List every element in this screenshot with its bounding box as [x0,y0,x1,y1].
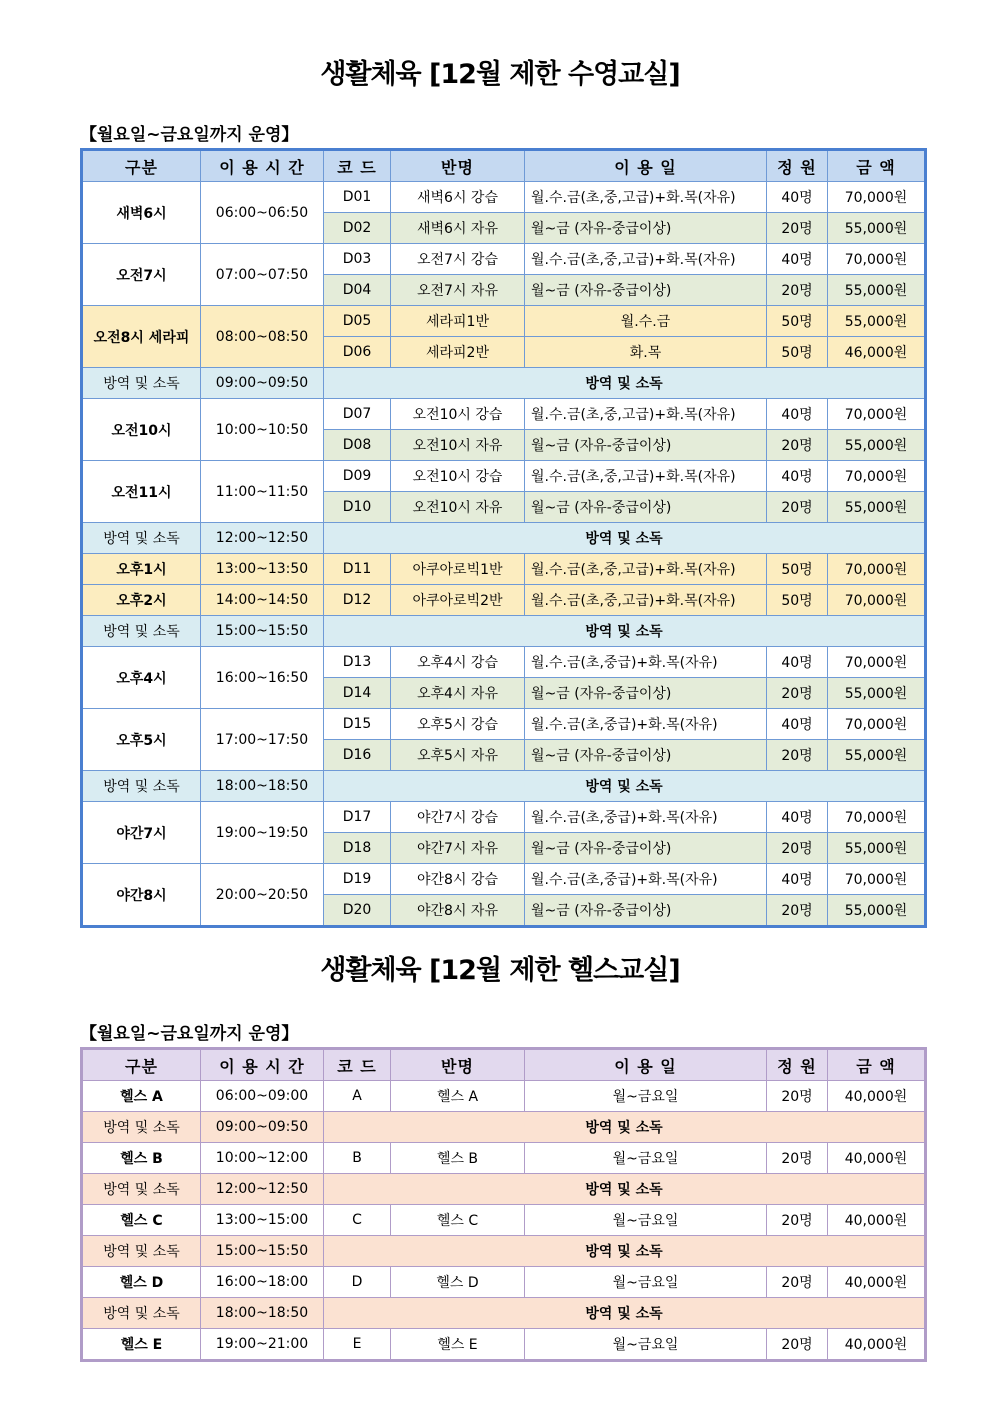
row-time: 16:00~18:00 [201,1267,324,1298]
table-header-row [82,150,926,182]
row-capacity: 20명 [767,430,828,461]
row-code: D15 [324,709,391,740]
row-category: 새벽6시 [82,182,201,244]
row-price: 70,000원 [828,864,926,895]
row-capacity: 20명 [767,1143,828,1174]
health-title: 생활체육 [12월 제한 헬스교실] [320,955,680,986]
row-code: D06 [324,337,391,368]
table-row [82,802,926,833]
row-capacity: 50명 [767,585,828,616]
row-days: 월.수.금(초,중,고급)+화.목(자유) [525,182,767,213]
row-time: 18:00~18:50 [201,771,324,802]
row-class: 헬스 E [391,1329,525,1361]
row-days: 월~금요일 [525,1143,767,1174]
header-category: 구분 [82,1049,201,1081]
swim-subtitle: 【월요일~금요일까지 운영】 [80,125,299,145]
quarantine-note: 방역 및 소독 [324,771,926,802]
quarantine-row [82,368,926,399]
row-class: 아쿠아로빅2반 [391,585,525,616]
row-capacity: 20명 [767,1081,828,1112]
row-category: 방역 및 소독 [82,771,201,802]
row-time: 18:00~18:50 [201,1298,324,1329]
row-class: 아쿠아로빅1반 [391,554,525,585]
table-row [82,1267,926,1298]
row-price: 55,000원 [828,833,926,864]
row-category: 오후1시 [82,554,201,585]
row-code: D10 [324,492,391,523]
table-row [82,306,926,337]
quarantine-note: 방역 및 소독 [324,616,926,647]
row-days: 월~금 (자유-중급이상) [525,275,767,306]
row-time: 10:00~10:50 [201,399,324,461]
row-price: 55,000원 [828,895,926,927]
header-time: 이 용 시 간 [201,1049,324,1081]
row-capacity: 20명 [767,1329,828,1361]
header-category: 구분 [82,150,201,182]
row-class: 헬스 A [391,1081,525,1112]
row-capacity: 20명 [767,1267,828,1298]
row-capacity: 40명 [767,864,828,895]
row-price: 55,000원 [828,275,926,306]
header-capacity: 정 원 [767,1049,828,1081]
row-time: 13:00~13:50 [201,554,324,585]
row-days: 월.수.금(초,중,고급)+화.목(자유) [525,461,767,492]
row-days: 월~금요일 [525,1267,767,1298]
table-row [82,1081,926,1112]
row-class: 헬스 C [391,1205,525,1236]
row-days: 월~금요일 [525,1329,767,1361]
row-days: 월.수.금(초,중,고급)+화.목(자유) [525,399,767,430]
row-capacity: 40명 [767,182,828,213]
quarantine-row [82,1236,926,1267]
row-class: 세라피2반 [391,337,525,368]
quarantine-note: 방역 및 소독 [324,1236,926,1267]
row-days: 월~금 (자유-중급이상) [525,833,767,864]
header-code: 코 드 [324,150,391,182]
row-price: 70,000원 [828,399,926,430]
row-time: 19:00~19:50 [201,802,324,864]
row-days: 화.목 [525,337,767,368]
row-days: 월~금 (자유-중급이상) [525,492,767,523]
row-category: 헬스 D [82,1267,201,1298]
row-category: 방역 및 소독 [82,1174,201,1205]
quarantine-row [82,616,926,647]
row-price: 70,000원 [828,182,926,213]
row-code: C [324,1205,391,1236]
row-capacity: 40명 [767,647,828,678]
table-row [82,399,926,430]
header-code: 코 드 [324,1049,391,1081]
row-class: 야간7시 자유 [391,833,525,864]
row-days: 월~금요일 [525,1081,767,1112]
row-code: E [324,1329,391,1361]
row-days: 월.수.금 [525,306,767,337]
swim-title: 생활체육 [12월 제한 수영교실] [320,59,680,90]
row-class: 오전10시 자유 [391,492,525,523]
row-days: 월.수.금(초,중급)+화.목(자유) [525,864,767,895]
table-row [82,1143,926,1174]
row-capacity: 40명 [767,709,828,740]
row-days: 월~금 (자유-중급이상) [525,895,767,927]
row-class: 오전10시 강습 [391,461,525,492]
row-category: 오후4시 [82,647,201,709]
row-time: 12:00~12:50 [201,1174,324,1205]
row-price: 40,000원 [828,1205,926,1236]
health-subtitle: 【월요일~금요일까지 운영】 [80,1024,299,1044]
quarantine-note: 방역 및 소독 [324,368,926,399]
row-days: 월.수.금(초,중급)+화.목(자유) [525,647,767,678]
table-row [82,1205,926,1236]
row-time: 08:00~08:50 [201,306,324,368]
row-time: 09:00~09:50 [201,368,324,399]
row-time: 16:00~16:50 [201,647,324,709]
row-class: 헬스 D [391,1267,525,1298]
table-row [82,647,926,678]
row-days: 월.수.금(초,중급)+화.목(자유) [525,802,767,833]
row-capacity: 50명 [767,554,828,585]
row-class: 헬스 B [391,1143,525,1174]
row-code: D19 [324,864,391,895]
quarantine-row [82,1298,926,1329]
table-row [82,709,926,740]
row-days: 월.수.금(초,중,고급)+화.목(자유) [525,585,767,616]
row-category: 오전7시 [82,244,201,306]
row-time: 10:00~12:00 [201,1143,324,1174]
row-capacity: 40명 [767,802,828,833]
row-time: 13:00~15:00 [201,1205,324,1236]
table-row [82,461,926,492]
row-capacity: 50명 [767,306,828,337]
row-category: 방역 및 소독 [82,1236,201,1267]
row-class: 야간8시 강습 [391,864,525,895]
table-row [82,554,926,585]
row-code: D02 [324,213,391,244]
row-capacity: 20명 [767,678,828,709]
row-category: 오전10시 [82,399,201,461]
row-days: 월.수.금(초,중급)+화.목(자유) [525,709,767,740]
quarantine-row [82,1174,926,1205]
row-capacity: 50명 [767,337,828,368]
quarantine-note: 방역 및 소독 [324,1174,926,1205]
row-price: 55,000원 [828,430,926,461]
row-time: 09:00~09:50 [201,1112,324,1143]
row-capacity: 40명 [767,244,828,275]
row-class: 오전7시 강습 [391,244,525,275]
row-code: B [324,1143,391,1174]
row-category: 오후2시 [82,585,201,616]
row-price: 40,000원 [828,1081,926,1112]
header-price: 금 액 [828,1049,926,1081]
table-row [82,864,926,895]
header-days: 이 용 일 [525,150,767,182]
row-time: 20:00~20:50 [201,864,324,927]
table-row [82,244,926,275]
row-category: 헬스 A [82,1081,201,1112]
row-days: 월~금 (자유-중급이상) [525,430,767,461]
row-time: 17:00~17:50 [201,709,324,771]
row-capacity: 40명 [767,399,828,430]
row-days: 월~금 (자유-중급이상) [525,678,767,709]
row-price: 40,000원 [828,1267,926,1298]
header-capacity: 정 원 [767,150,828,182]
row-days: 월~금요일 [525,1205,767,1236]
row-capacity: 40명 [767,461,828,492]
row-days: 월~금 (자유-중급이상) [525,213,767,244]
row-class: 새벽6시 자유 [391,213,525,244]
row-category: 헬스 E [82,1329,201,1361]
row-code: D12 [324,585,391,616]
row-class: 세라피1반 [391,306,525,337]
row-class: 야간8시 자유 [391,895,525,927]
row-category: 오전8시 세라피 [82,306,201,368]
row-time: 15:00~15:50 [201,1236,324,1267]
row-price: 70,000원 [828,802,926,833]
row-class: 오전10시 강습 [391,399,525,430]
row-code: D17 [324,802,391,833]
quarantine-row [82,771,926,802]
row-price: 55,000원 [828,306,926,337]
row-price: 70,000원 [828,709,926,740]
row-price: 55,000원 [828,492,926,523]
row-capacity: 20명 [767,275,828,306]
row-code: D13 [324,647,391,678]
table-header-row [82,1049,926,1081]
row-code: D04 [324,275,391,306]
row-price: 70,000원 [828,585,926,616]
swim-schedule-table [80,148,927,928]
row-code: D05 [324,306,391,337]
row-category: 방역 및 소독 [82,1298,201,1329]
row-time: 11:00~11:50 [201,461,324,523]
header-class: 반명 [391,1049,525,1081]
header-price: 금 액 [828,150,926,182]
row-time: 07:00~07:50 [201,244,324,306]
row-price: 70,000원 [828,461,926,492]
row-capacity: 20명 [767,492,828,523]
row-class: 오전7시 자유 [391,275,525,306]
row-time: 19:00~21:00 [201,1329,324,1361]
row-time: 06:00~06:50 [201,182,324,244]
row-price: 70,000원 [828,647,926,678]
row-class: 야간7시 강습 [391,802,525,833]
row-category: 방역 및 소독 [82,1112,201,1143]
row-class: 오후4시 강습 [391,647,525,678]
row-class: 오후5시 자유 [391,740,525,771]
row-category: 야간7시 [82,802,201,864]
row-category: 방역 및 소독 [82,616,201,647]
row-price: 70,000원 [828,554,926,585]
header-class: 반명 [391,150,525,182]
row-category: 방역 및 소독 [82,523,201,554]
row-code: A [324,1081,391,1112]
row-price: 46,000원 [828,337,926,368]
row-time: 06:00~09:00 [201,1081,324,1112]
row-code: D14 [324,678,391,709]
row-code: D08 [324,430,391,461]
row-code: D07 [324,399,391,430]
quarantine-row [82,1112,926,1143]
row-code: D20 [324,895,391,927]
header-time: 이 용 시 간 [201,150,324,182]
row-price: 55,000원 [828,678,926,709]
row-code: D18 [324,833,391,864]
row-code: D03 [324,244,391,275]
row-days: 월~금 (자유-중급이상) [525,740,767,771]
row-capacity: 20명 [767,833,828,864]
row-price: 40,000원 [828,1329,926,1361]
row-code: D16 [324,740,391,771]
table-row [82,1329,926,1361]
row-price: 55,000원 [828,213,926,244]
header-days: 이 용 일 [525,1049,767,1081]
row-time: 12:00~12:50 [201,523,324,554]
row-capacity: 20명 [767,1205,828,1236]
table-row [82,585,926,616]
row-class: 오전10시 자유 [391,430,525,461]
row-code: D [324,1267,391,1298]
row-category: 오후5시 [82,709,201,771]
row-price: 40,000원 [828,1143,926,1174]
row-class: 오후4시 자유 [391,678,525,709]
row-category: 헬스 B [82,1143,201,1174]
quarantine-note: 방역 및 소독 [324,1298,926,1329]
quarantine-row [82,523,926,554]
row-capacity: 20명 [767,740,828,771]
row-code: D01 [324,182,391,213]
quarantine-note: 방역 및 소독 [324,1112,926,1143]
row-category: 방역 및 소독 [82,368,201,399]
quarantine-note: 방역 및 소독 [324,523,926,554]
row-code: D09 [324,461,391,492]
row-code: D11 [324,554,391,585]
row-category: 야간8시 [82,864,201,927]
row-days: 월.수.금(초,중,고급)+화.목(자유) [525,244,767,275]
table-row [82,182,926,213]
row-price: 70,000원 [828,244,926,275]
health-schedule-table [80,1047,927,1362]
row-category: 오전11시 [82,461,201,523]
row-capacity: 20명 [767,213,828,244]
row-category: 헬스 C [82,1205,201,1236]
row-capacity: 20명 [767,895,828,927]
row-class: 새벽6시 강습 [391,182,525,213]
row-price: 55,000원 [828,740,926,771]
row-class: 오후5시 강습 [391,709,525,740]
row-days: 월.수.금(초,중,고급)+화.목(자유) [525,554,767,585]
row-time: 14:00~14:50 [201,585,324,616]
row-time: 15:00~15:50 [201,616,324,647]
